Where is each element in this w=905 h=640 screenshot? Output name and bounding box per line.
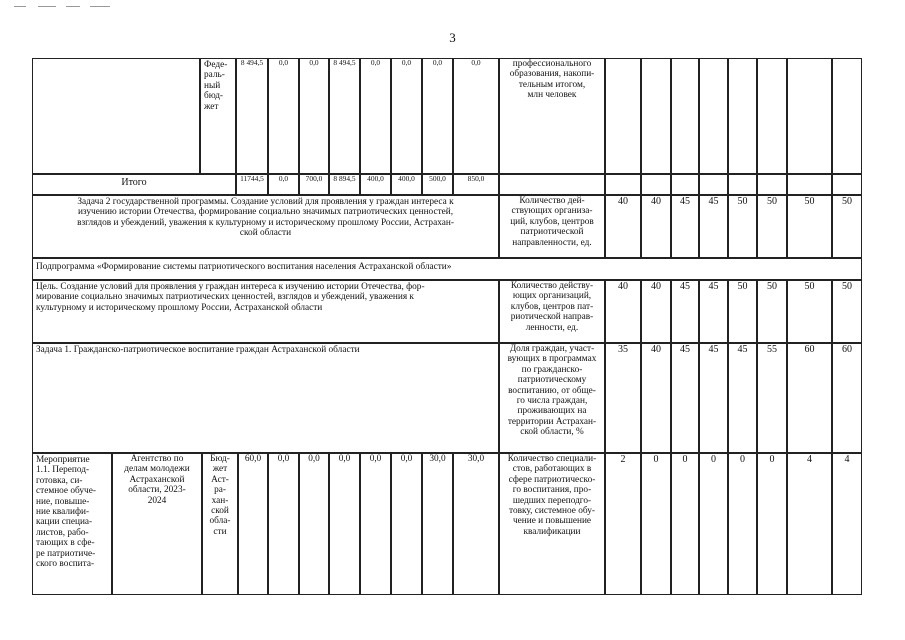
value-cell bbox=[728, 58, 757, 174]
amount-cell: 0,0 bbox=[299, 58, 329, 174]
value-cell bbox=[757, 58, 787, 174]
amount-cell: 700,0 bbox=[299, 174, 329, 195]
value-cell: 40 bbox=[641, 280, 671, 343]
value-cell: 40 bbox=[605, 195, 641, 258]
value-cell: 0 bbox=[728, 453, 757, 595]
measure-name-cell bbox=[32, 58, 200, 174]
total-label-cell: Итого bbox=[32, 174, 236, 195]
amount-cell: 400,0 bbox=[391, 174, 422, 195]
amount-cell: 8 494,5 bbox=[236, 58, 268, 174]
value-cell bbox=[641, 174, 671, 195]
value-cell: 35 bbox=[605, 343, 641, 453]
value-cell bbox=[671, 174, 699, 195]
scan-mark bbox=[14, 6, 26, 7]
task-description-cell: Задача 1. Гражданско-патриотическое воспитание граждан Астраханской области bbox=[32, 343, 499, 453]
value-cell: 45 bbox=[671, 195, 699, 258]
indicator-cell: Количество дей- ствующих организа- ций, клубов, центров патриотической направленности, ед. bbox=[499, 195, 605, 258]
value-cell bbox=[787, 174, 832, 195]
goal-description-cell: Цель. Создание условий для проявления у граждан интереса к изучению истории Отечества, фор- мирование социально значимых патриотических ценностей, взглядов и убеждений, уважения к культурному и историческому прошлому России, Астраханской области bbox=[32, 280, 499, 343]
value-cell bbox=[757, 174, 787, 195]
value-cell: 50 bbox=[728, 195, 757, 258]
value-cell: 45 bbox=[699, 195, 728, 258]
scan-mark bbox=[38, 6, 56, 7]
indicator-cell bbox=[499, 174, 605, 195]
page-number: 3 bbox=[449, 30, 456, 45]
value-cell: 50 bbox=[728, 280, 757, 343]
value-cell: 40 bbox=[641, 343, 671, 453]
amount-cell: 0,0 bbox=[360, 58, 391, 174]
amount-cell: 11744,5 bbox=[236, 174, 268, 195]
value-cell bbox=[641, 58, 671, 174]
funding-source-cell bbox=[200, 58, 236, 174]
value-cell bbox=[671, 58, 699, 174]
value-cell: 55 bbox=[757, 343, 787, 453]
value-cell: 2 bbox=[605, 453, 641, 595]
amount-cell: 500,0 bbox=[422, 174, 453, 195]
value-cell bbox=[787, 58, 832, 174]
value-cell bbox=[832, 174, 862, 195]
value-cell bbox=[699, 174, 728, 195]
amount-cell: 400,0 bbox=[360, 174, 391, 195]
value-cell: 50 bbox=[787, 195, 832, 258]
value-cell: 50 bbox=[757, 195, 787, 258]
value-cell: 50 bbox=[757, 280, 787, 343]
indicator-cell: Количество действу- ющих организаций, клубов, центров пат- риотической направ- ленности, ед. bbox=[499, 280, 605, 343]
value-cell: 50 bbox=[832, 280, 862, 343]
amount-cell: 0,0 bbox=[268, 453, 299, 595]
task-description-cell: Задача 2 государственной программы. Создание условий для проявления у граждан интереса к изучению истории Отечества, формирование социально значимых патриотических ценностей, взглядов и убеждений, уважения к культурному и историческому прошлому России, Астрахан- ской области bbox=[32, 195, 499, 258]
value-cell: 45 bbox=[671, 280, 699, 343]
scan-mark bbox=[90, 6, 110, 7]
value-cell: 50 bbox=[832, 195, 862, 258]
amount-cell: 60,0 bbox=[238, 453, 268, 595]
value-cell: 60 bbox=[832, 343, 862, 453]
value-cell: 60 bbox=[787, 343, 832, 453]
value-cell: 40 bbox=[605, 280, 641, 343]
funding-source-text: Феде- раль- ный бюд- жет bbox=[204, 60, 228, 112]
value-cell: 0 bbox=[671, 453, 699, 595]
amount-cell: 850,0 bbox=[453, 174, 499, 195]
value-cell bbox=[605, 174, 641, 195]
value-cell: 50 bbox=[787, 280, 832, 343]
value-cell: 4 bbox=[832, 453, 862, 595]
amount-cell: 30,0 bbox=[453, 453, 499, 595]
amount-cell: 8 494,5 bbox=[329, 58, 360, 174]
amount-cell: 0,0 bbox=[391, 58, 422, 174]
amount-cell: 0,0 bbox=[268, 58, 299, 174]
value-cell: 45 bbox=[699, 343, 728, 453]
value-cell: 0 bbox=[641, 453, 671, 595]
subprogram-title-cell: Подпрограмма «Формирование системы патриотического воспитания населения Астраханской области» bbox=[32, 258, 862, 280]
measure-name-cell: Мероприятие 1.1. Перепод- готовка, си- стемное обуче- ние, повыше- ние квалифи- кации специа- листов, рабо- тающих в сфе- ре патриотиче- ского воспита- bbox=[32, 453, 112, 595]
value-cell bbox=[832, 58, 862, 174]
amount-cell: 0,0 bbox=[329, 453, 360, 595]
amount-cell: 0,0 bbox=[360, 453, 391, 595]
amount-cell: 0,0 bbox=[391, 453, 422, 595]
amount-cell: 0,0 bbox=[268, 174, 299, 195]
amount-cell: 8 894,5 bbox=[329, 174, 360, 195]
value-cell: 45 bbox=[699, 280, 728, 343]
value-cell: 45 bbox=[671, 343, 699, 453]
value-cell bbox=[699, 58, 728, 174]
amount-cell: 0,0 bbox=[299, 453, 329, 595]
value-cell bbox=[728, 174, 757, 195]
program-table bbox=[32, 58, 862, 595]
indicator-cell: Доля граждан, участ- вующих в программах по гражданско- патриотическому воспитанию, от обще- го числа граждан, проживающих на территории Астрахан- ской области, % bbox=[499, 343, 605, 453]
amount-cell: 30,0 bbox=[422, 453, 453, 595]
value-cell: 40 bbox=[641, 195, 671, 258]
scan-mark bbox=[66, 6, 80, 7]
executor-cell: Агентство по делам молодежи Астраханской области, 2023- 2024 bbox=[112, 453, 202, 595]
value-cell: 4 bbox=[787, 453, 832, 595]
value-cell: 45 bbox=[728, 343, 757, 453]
value-cell: 0 bbox=[757, 453, 787, 595]
funding-source-cell: Бюд- жет Аст- ра- хан- ской обла- сти bbox=[202, 453, 238, 595]
indicator-cell: профессионального образования, накопи- тельным итогом, млн человек bbox=[499, 58, 605, 174]
value-cell bbox=[605, 58, 641, 174]
indicator-cell: Количество специали- стов, работающих в сфере патриотическо- го воспитания, про- шедших переподго- товку, системное обу- чение и повышение квалификации bbox=[499, 453, 605, 595]
amount-cell: 0,0 bbox=[422, 58, 453, 174]
amount-cell: 0,0 bbox=[453, 58, 499, 174]
value-cell: 0 bbox=[699, 453, 728, 595]
